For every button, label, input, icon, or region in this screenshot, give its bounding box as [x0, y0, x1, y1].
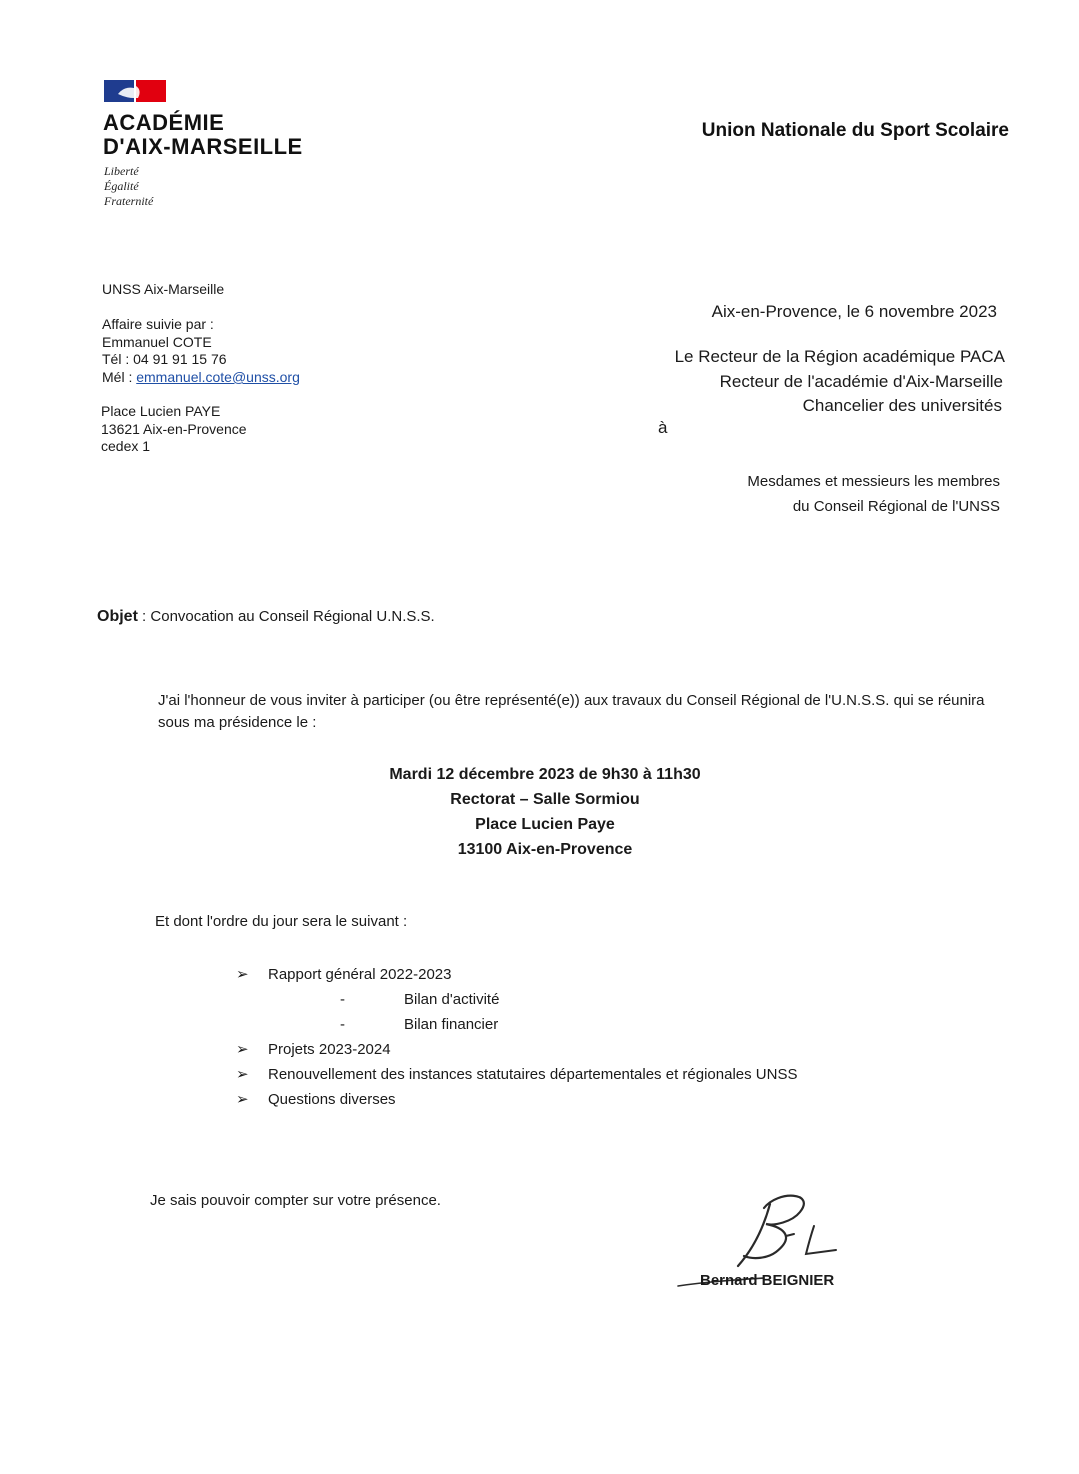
organization-title: Union Nationale du Sport Scolaire	[701, 120, 1009, 141]
sender-phone: Tél : 04 91 91 15 76	[102, 351, 227, 367]
recipient-line2: du Conseil Régional de l'UNSS	[792, 498, 1000, 515]
email-label: Mél :	[102, 369, 137, 385]
agenda-subitem	[236, 987, 936, 1012]
address-line2: 13621 Aix-en-Provence	[101, 421, 247, 437]
meeting-details	[310, 762, 780, 862]
arrow-bullet-icon: ➢	[236, 966, 249, 983]
meeting-venue: Rectorat – Salle Sormiou	[450, 791, 640, 808]
author-line2: Recteur de l'académie d'Aix-Marseille	[719, 372, 1003, 391]
sender-service: UNSS Aix-Marseille	[102, 281, 225, 297]
agenda-subitem	[236, 1012, 936, 1037]
arrow-bullet-icon: ➢	[236, 1091, 249, 1108]
recipient-to: à	[658, 418, 668, 437]
agenda-item	[236, 1037, 936, 1062]
address-line3: cedex 1	[101, 438, 151, 454]
agenda-list	[236, 962, 936, 1112]
agenda-item	[236, 1062, 936, 1087]
agenda-subitem-label: Bilan financier	[404, 1016, 499, 1033]
agenda-subitem-label: Bilan d'activité	[404, 991, 500, 1008]
sender-name: Emmanuel COTE	[102, 334, 212, 350]
author-line3: Chancelier des universités	[802, 396, 1002, 415]
dash-bullet: -	[340, 991, 345, 1008]
place-date: Aix-en-Provence, le 6 novembre 2023	[711, 302, 997, 321]
motto-liberte: Liberté	[104, 164, 139, 178]
subject-line	[97, 608, 435, 626]
agenda-item-label: Renouvellement des instances statutaires départementales et régionales UNSS	[268, 1066, 798, 1083]
meeting-date-time: Mardi 12 décembre 2023 de 9h30 à 11h30	[389, 766, 701, 783]
motto-fraternite: Fraternité	[104, 194, 154, 208]
intro-paragraph: J'ai l'honneur de vous inviter à participer (ou être représenté(e)) aux travaux du Conseil Régional de l'U.N.S.S. qui se réunira sous ma présidence le :	[158, 692, 985, 731]
author-line1: Le Recteur de la Région académique PACA	[674, 347, 1005, 366]
address-line1: Place Lucien PAYE	[101, 403, 221, 419]
agenda-item-label: Questions diverses	[268, 1091, 396, 1108]
motto-egalite: Égalité	[104, 179, 139, 193]
agenda-item-label: Projets 2023-2024	[268, 1041, 391, 1058]
arrow-bullet-icon: ➢	[236, 1041, 249, 1058]
institution-name-line1: ACADÉMIE	[103, 110, 225, 135]
followed-by-label: Affaire suivie par :	[102, 316, 214, 332]
subject-text: : Convocation au Conseil Régional U.N.S.S.	[137, 608, 435, 625]
dash-bullet: -	[340, 1016, 345, 1033]
email-link[interactable]: emmanuel.cote@unss.org	[136, 369, 300, 385]
arrow-bullet-icon: ➢	[236, 1066, 249, 1083]
meeting-street: Place Lucien Paye	[475, 816, 615, 833]
agenda-item-label: Rapport général 2022-2023	[268, 966, 452, 983]
sender-email-line	[102, 368, 300, 386]
agenda-item	[236, 1087, 936, 1112]
agenda-intro: Et dont l'ordre du jour sera le suivant :	[155, 913, 408, 930]
agenda-item	[236, 962, 936, 987]
republic-flag-logo-icon	[104, 80, 166, 102]
recipient-line1: Mesdames et messieurs les membres	[747, 473, 1000, 490]
subject-label: Objet	[97, 608, 138, 625]
institution-name-line2: D'AIX-MARSEILLE	[103, 134, 303, 159]
meeting-city: 13100 Aix-en-Provence	[457, 841, 633, 858]
closing-sentence: Je sais pouvoir compter sur votre présence.	[150, 1192, 441, 1209]
signer-name: Bernard BEIGNIER	[700, 1272, 835, 1289]
